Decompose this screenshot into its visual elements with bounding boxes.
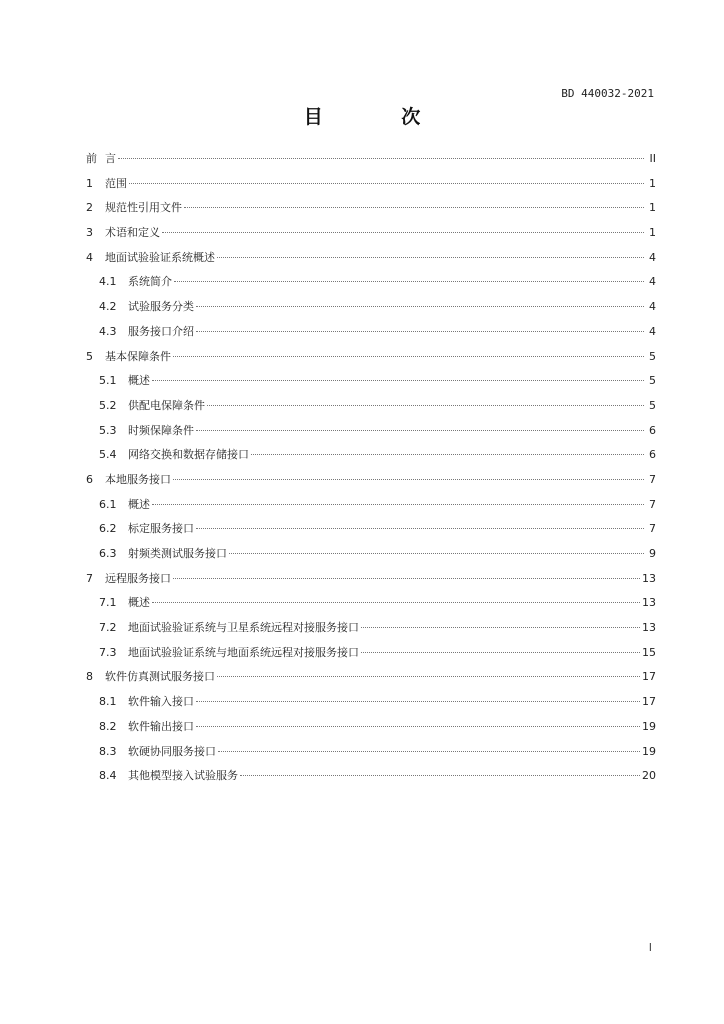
toc-dot-leader [229,553,644,554]
toc-entry-number: 5.1 [99,374,117,388]
toc-entry-page: 6 [649,423,656,437]
toc-entry-title: 基本保障条件 [105,349,171,363]
toc-entry[interactable] [86,545,656,570]
toc-entry-number: 8.2 [99,719,117,733]
toc-entry[interactable] [86,348,656,373]
toc-entry-title: 远程服务接口 [105,571,171,585]
toc-entry-title: 标定服务接口 [128,522,194,536]
toc-entry-title: 言 [105,152,116,165]
toc-entry[interactable] [86,372,656,397]
toc-entry-page: 6 [649,448,656,462]
toc-entry-title: 软件输入接口 [128,695,194,709]
toc-entry-number: 8.1 [99,695,117,709]
toc-entry-title: 试验服务分类 [128,300,194,314]
toc-entry-page: 4 [649,250,656,264]
toc-entry[interactable] [86,446,656,471]
toc-entry-number: 4 [86,250,93,264]
toc-entry[interactable] [86,693,656,718]
toc-entry[interactable] [86,619,656,644]
toc-entry-number: 5.4 [99,448,117,462]
toc-entry-page: 17 [642,670,656,684]
toc-entry-page: 13 [642,621,656,635]
toc-entry-page: 1 [649,176,656,190]
document-code: BD 440032-2021 [561,87,654,100]
toc-entry-number: 6.2 [99,522,117,536]
toc-entry[interactable] [86,298,656,323]
toc-entry[interactable] [86,471,656,496]
toc-entry-title: 地面试验验证系统与卫星系统远程对接服务接口 [128,621,359,635]
toc-entry-title: 射频类测试服务接口 [128,547,227,560]
toc-title: 目 次 [303,106,457,128]
toc-entry-page: 4 [649,275,656,289]
toc-entry-number: 6.3 [99,547,117,560]
toc-entry-number: 3 [86,226,93,240]
toc-entry-number: 4.1 [99,275,117,289]
toc-dot-leader [196,306,644,307]
toc-entry-title: 术语和定义 [105,226,160,240]
toc-entry-number: 8 [86,670,93,684]
toc-dot-leader [162,232,644,233]
toc-entry-number: 4.2 [99,300,117,314]
toc-entry-title: 软硬协同服务接口 [128,744,216,758]
toc-entry[interactable] [86,175,656,200]
toc-entry[interactable] [86,249,656,274]
toc-entry[interactable] [86,594,656,619]
toc-entry-number: 2 [86,201,93,215]
toc-entry-number: 6.1 [99,497,117,511]
toc-dot-leader [196,331,644,332]
toc-entry-number: 5 [86,349,93,363]
toc-dot-leader [174,281,644,282]
toc-entry[interactable] [86,767,656,792]
table-of-contents [86,150,656,792]
toc-dot-leader [118,158,644,159]
toc-entry-title: 其他模型接入试验服务 [128,769,238,783]
toc-entry-page: 13 [642,596,656,610]
toc-entry-number: 6 [86,472,93,486]
toc-dot-leader [217,676,640,677]
toc-entry-page: II [649,152,656,165]
toc-entry-title: 范围 [105,176,127,190]
toc-dot-leader [196,726,640,727]
toc-entry-title: 供配电保障条件 [128,398,205,412]
toc-entry-title: 概述 [128,596,150,610]
toc-entry-page: 4 [649,300,656,314]
toc-entry-title: 本地服务接口 [105,472,171,486]
toc-dot-leader [196,701,640,702]
toc-entry-title: 软件仿真测试服务接口 [105,670,215,684]
toc-entry-number: 5.2 [99,398,117,412]
toc-dot-leader [173,479,644,480]
toc-entry-title: 概述 [128,497,150,511]
toc-entry-page: 19 [642,744,656,758]
toc-dot-leader [207,405,644,406]
toc-dot-leader [361,652,640,653]
toc-dot-leader [217,257,644,258]
toc-entry[interactable] [86,199,656,224]
toc-entry[interactable] [86,397,656,422]
toc-entry-number: 7 [86,571,93,585]
toc-dot-leader [129,183,644,184]
toc-entry-page: 19 [642,719,656,733]
toc-entry-page: 7 [649,522,656,536]
toc-dot-leader [173,578,640,579]
toc-entry-title: 网络交换和数据存储接口 [128,448,249,462]
toc-entry-number: 5.3 [99,423,117,437]
toc-entry[interactable] [86,273,656,298]
toc-entry[interactable] [86,743,656,768]
toc-entry-title: 规范性引用文件 [105,201,182,215]
toc-entry-page: 7 [649,497,656,511]
toc-entry-page: 1 [649,226,656,240]
toc-dot-leader [152,380,644,381]
toc-entry-title: 地面试验验证系统与地面系统远程对接服务接口 [128,645,359,659]
toc-entry-number: 4.3 [99,324,117,338]
page-number: I [648,941,652,954]
toc-entry-page: 4 [649,324,656,338]
toc-entry[interactable] [86,520,656,545]
toc-dot-leader [152,504,644,505]
toc-entry-number: 7.1 [99,596,117,610]
toc-entry[interactable] [86,150,656,175]
toc-entry-page: 20 [642,769,656,783]
toc-entry-page: 7 [649,472,656,486]
toc-entry-page: 13 [642,571,656,585]
toc-entry-number: 前 [86,152,97,165]
toc-entry[interactable] [86,570,656,595]
toc-entry-title: 服务接口介绍 [128,324,194,338]
toc-entry-title: 系统简介 [128,275,172,289]
toc-entry-page: 17 [642,695,656,709]
toc-dot-leader [251,454,644,455]
toc-dot-leader [173,356,644,357]
toc-dot-leader [240,775,640,776]
toc-entry[interactable] [86,644,656,669]
toc-entry-page: 9 [649,547,656,560]
toc-entry-page: 5 [649,398,656,412]
toc-dot-leader [184,207,644,208]
toc-dot-leader [196,430,644,431]
toc-dot-leader [361,627,640,628]
toc-entry-number: 7.2 [99,621,117,635]
toc-entry-title: 概述 [128,374,150,388]
toc-entry-title: 地面试验验证系统概述 [105,250,215,264]
toc-dot-leader [152,602,640,603]
toc-dot-leader [218,751,640,752]
toc-dot-leader [196,528,644,529]
toc-entry-page: 15 [642,645,656,659]
toc-entry[interactable] [86,323,656,348]
toc-entry-page: 5 [649,349,656,363]
toc-entry[interactable] [86,668,656,693]
toc-entry-title: 软件输出接口 [128,719,194,733]
toc-entry-number: 7.3 [99,645,117,659]
toc-entry-title: 时频保障条件 [128,423,194,437]
toc-entry-number: 8.3 [99,744,117,758]
toc-entry[interactable] [86,718,656,743]
toc-entry-number: 1 [86,176,93,190]
toc-entry-page: 1 [649,201,656,215]
toc-entry[interactable] [86,422,656,447]
toc-entry-number: 8.4 [99,769,117,783]
toc-entry-page: 5 [649,374,656,388]
toc-entry[interactable] [86,496,656,521]
toc-entry[interactable] [86,224,656,249]
